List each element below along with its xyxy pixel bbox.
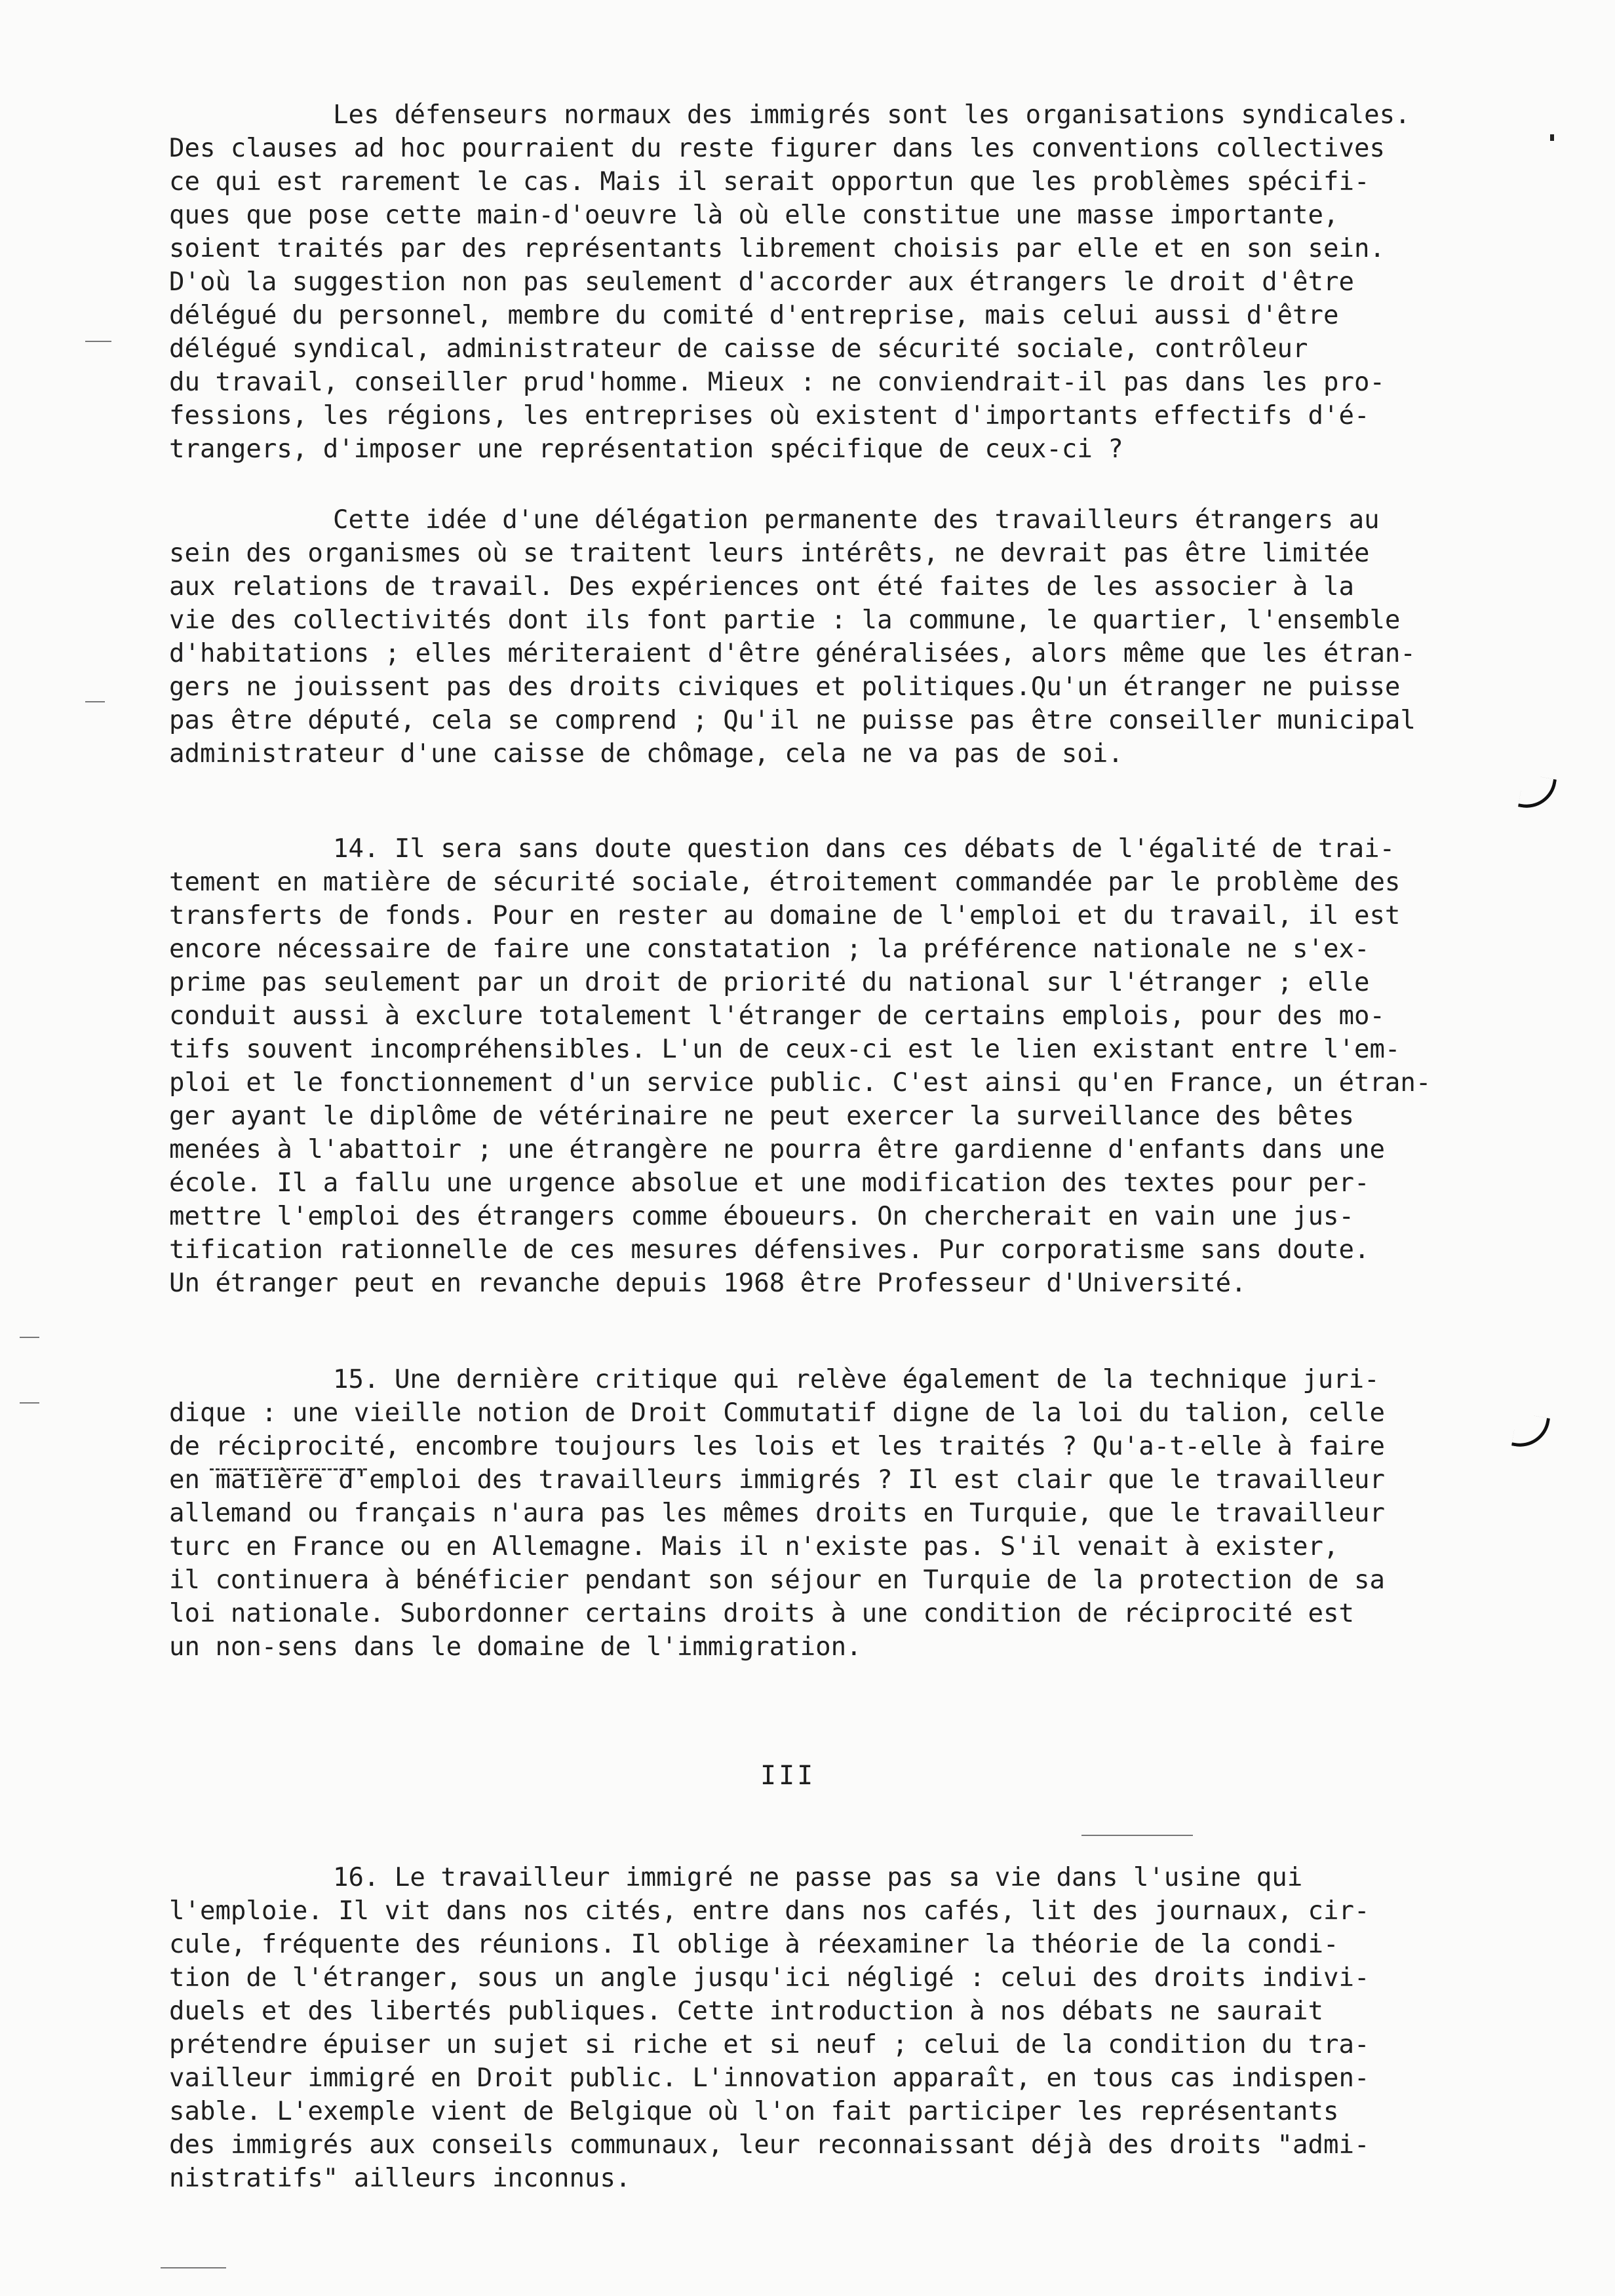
text-line: allemand ou français n'aura pas les mêmes droits en Turquie, que le travailleur — [169, 1499, 1385, 1528]
text-line: transferts de fonds. Pour en rester au domaine de l'emploi et du travail, il est — [169, 901, 1401, 930]
text-line: ques que pose cette main-d'oeuvre là où elle constitue une masse importante, — [169, 201, 1339, 230]
margin-dash-mark — [20, 1337, 39, 1338]
text-line: pas être député, cela se comprend ; Qu'il ne puisse pas être conseiller municipal — [169, 706, 1416, 735]
text-line: délégué du personnel, membre du comité d'entreprise, mais celui aussi d'être — [169, 301, 1339, 330]
margin-dash-mark — [1081, 1835, 1193, 1836]
text-line: fessions, les régions, les entreprises où existent d'importants effectifs d'é- — [169, 401, 1370, 430]
margin-curl-mark — [1511, 1413, 1550, 1451]
text-line: turc en France ou en Allemagne. Mais il n'existe pas. S'il venait à exister, — [169, 1532, 1339, 1561]
text-line: menées à l'abattoir ; une étrangère ne pourra être gardienne d'enfants dans une — [169, 1135, 1385, 1164]
text-line: soient traités par des représentants librement choisis par elle et en son sein. — [169, 234, 1385, 263]
text-line: dique : une vieille notion de Droit Commutatif digne de la loi du talion, celle — [169, 1398, 1385, 1428]
text-line: trangers, d'imposer une représentation spécifique de ceux-ci ? — [169, 434, 1123, 464]
paragraph-delegation — [169, 503, 1473, 771]
text-line: il continuera à bénéficier pendant son séjour en Turquie de la protection de sa — [169, 1565, 1385, 1595]
text-line: prime pas seulement par un droit de priorité du national sur l'étranger ; elle — [169, 968, 1370, 997]
text-line: un non-sens dans le domaine de l'immigration. — [169, 1632, 862, 1662]
text-line: administrateur d'une caisse de chômage, cela ne va pas de soi. — [169, 739, 1123, 769]
section-heading: III — [760, 1761, 816, 1791]
text-line: D'où la suggestion non pas seulement d'accorder aux étrangers le droit d'être — [169, 267, 1354, 297]
text-line: ger ayant le diplôme de vétérinaire ne peut exercer la surveillance des bêtes — [169, 1101, 1354, 1131]
text-line: sein des organismes où se traitent leurs intérêts, ne devrait pas être limitée — [169, 539, 1370, 568]
text-line: d'habitations ; elles mériteraient d'être généralisées, alors même que les étran- — [169, 639, 1416, 668]
text-line: Cette idée d'une délégation permanente des travailleurs étrangers au — [333, 505, 1380, 535]
text-line: 15. Une dernière critique qui relève également de la technique juri- — [333, 1365, 1380, 1394]
text-line: du travail, conseiller prud'homme. Mieux : ne conviendrait-il pas dans les pro- — [169, 368, 1385, 397]
text-line: gers ne jouissent pas des droits civiques et politiques.Qu'un étranger ne puisse — [169, 672, 1401, 702]
text-line: tement en matière de sécurité sociale, étroitement commandée par le problème des — [169, 868, 1401, 897]
text-line: tification rationnelle de ces mesures défensives. Pur corporatisme sans doute. — [169, 1235, 1370, 1265]
text-line: Un étranger peut en revanche depuis 1968 être Professeur d'Université. — [169, 1269, 1247, 1298]
text-line: Les défenseurs normaux des immigrés sont les organisations syndicales. — [333, 100, 1411, 130]
margin-dash-mark — [85, 701, 105, 702]
paragraph-syndicats — [169, 98, 1473, 466]
margin-dash-mark — [1550, 134, 1554, 141]
margin-dash-mark — [85, 341, 111, 342]
text-line: tion de l'étranger, sous un angle jusqu'ici négligé : celui des droits indivi- — [169, 1963, 1370, 1993]
text-line: aux relations de travail. Des expériences ont été faites de les associer à la — [169, 572, 1354, 602]
text-line: 16. Le travailleur immigré ne passe pas sa vie dans l'usine qui — [333, 1863, 1303, 1892]
text-line: école. Il a fallu une urgence absolue et une modification des textes pour per- — [169, 1168, 1370, 1198]
margin-dash-mark — [20, 1402, 39, 1404]
text-line: prétendre épuiser un sujet si riche et si neuf ; celui de la condition du tra- — [169, 2030, 1370, 2059]
text-line: en matière d'emploi des travailleurs immigrés ? Il est clair que le travailleur — [169, 1465, 1385, 1495]
paragraph-14 — [169, 832, 1473, 1300]
paragraph-15 — [169, 1363, 1473, 1664]
text-line: ploi et le fonctionnement d'un service public. C'est ainsi qu'en France, un étran- — [169, 1068, 1431, 1098]
text-line: Des clauses ad hoc pourraient du reste figurer dans les conventions collectives — [169, 134, 1385, 163]
reciprocite-underline — [210, 1466, 367, 1470]
text-line: cule, fréquente des réunions. Il oblige à réexaminer la théorie de la condi- — [169, 1930, 1339, 1959]
text-line: conduit aussi à exclure totalement l'étranger de certains emplois, pour des mo- — [169, 1001, 1385, 1031]
text-line: délégué syndical, administrateur de caisse de sécurité sociale, contrôleur — [169, 334, 1308, 364]
text-line: duels et des libertés publiques. Cette introduction à nos débats ne saurait — [169, 1997, 1323, 2026]
text-line: vailleur immigré en Droit public. L'innovation apparaît, en tous cas indispen- — [169, 2063, 1370, 2093]
text-line: loi nationale. Subordonner certains droits à une condition de réciprocité est — [169, 1599, 1354, 1628]
paragraph-16 — [169, 1861, 1473, 2195]
text-line: vie des collectivités dont ils font partie : la commune, le quartier, l'ensemble — [169, 605, 1401, 635]
text-line: nistratifs" ailleurs inconnus. — [169, 2164, 631, 2193]
text-line: 14. Il sera sans doute question dans ces débats de l'égalité de trai- — [333, 834, 1395, 864]
text-line: mettre l'emploi des étrangers comme éboueurs. On chercherait en vain une jus- — [169, 1202, 1354, 1231]
text-line: encore nécessaire de faire une constatation ; la préférence nationale ne s'ex- — [169, 934, 1370, 964]
text-line: ce qui est rarement le cas. Mais il serait opportun que les problèmes spécifi- — [169, 167, 1370, 197]
text-line: tifs souvent incompréhensibles. L'un de ceux-ci est le lien existant entre l'em- — [169, 1035, 1401, 1064]
text-line: sable. L'exemple vient de Belgique où l'on fait participer les représentants — [169, 2097, 1339, 2126]
text-line: de réciprocité, encombre toujours les lois et les traités ? Qu'a-t-elle à faire — [169, 1432, 1385, 1461]
text-line: des immigrés aux conseils communaux, leur reconnaissant déjà des droits "admi- — [169, 2130, 1370, 2160]
margin-dash-mark — [161, 2267, 226, 2268]
margin-curl-mark — [1518, 774, 1557, 813]
text-line: l'emploie. Il vit dans nos cités, entre dans nos cafés, lit des journaux, cir- — [169, 1896, 1370, 1926]
